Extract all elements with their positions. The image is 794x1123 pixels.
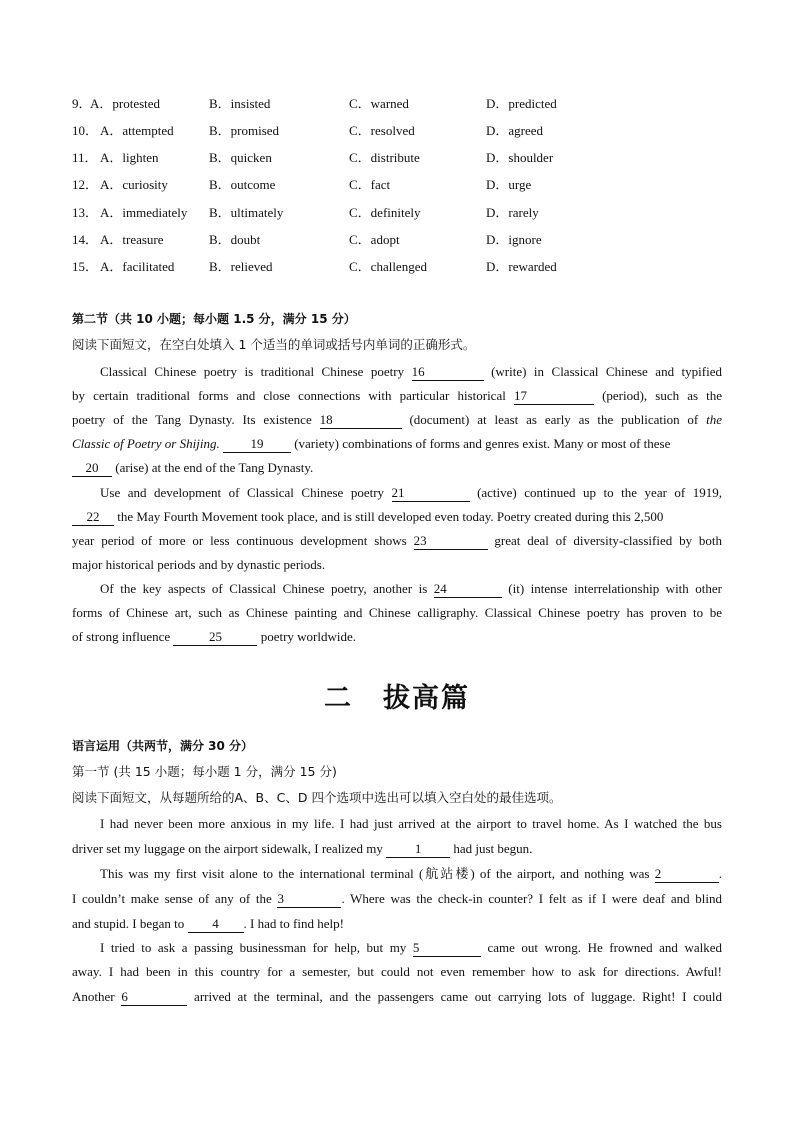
option-b: B．quicken — [209, 150, 272, 165]
text-line: and stupid. I began to 4 . I had to find help! — [72, 916, 344, 931]
option-b: B．insisted — [209, 96, 271, 111]
answer-blank-22[interactable]: 22 — [72, 509, 114, 526]
answer-blank-24[interactable]: 24 — [434, 581, 502, 598]
option-a: A．facilitated — [100, 259, 175, 274]
question-number: 13． — [72, 205, 99, 220]
option-d: D．agreed — [486, 123, 544, 138]
option-a: A．curiosity — [100, 177, 168, 192]
text-line: 22 the May Fourth Movement took place, and is still developed even today. Poetry created during this 2,500 — [72, 507, 722, 527]
part-instruction: 阅读下面短文，从每题所给的A、B、C、D 四个选项中选出可以填入空白处的最佳选项。 — [72, 790, 562, 805]
answer-blank-4[interactable]: 4 — [188, 916, 244, 933]
answer-blank-23[interactable]: 23 — [414, 533, 488, 550]
answer-blank-1[interactable]: 1 — [386, 841, 450, 858]
option-d: D．rewarded — [486, 259, 557, 274]
option-d: D．urge — [486, 177, 532, 192]
text-line: forms of Chinese art, such as Chinese painting and Chinese calligraphy. Classical Chinese poetry has proven to be — [72, 605, 722, 620]
question-number: 9． — [72, 96, 92, 111]
question-number: 14． — [72, 232, 99, 247]
text-line: I couldn’t make sense of any of the 3 . Where was the check-in counter? I felt as if I were deaf and blind — [72, 891, 723, 906]
option-a: A．treasure — [100, 232, 164, 247]
option-row-15 — [72, 257, 732, 277]
option-d: D．rarely — [486, 205, 539, 220]
text-line: 20 (arise) at the end of the Tang Dynasty. — [72, 458, 722, 478]
answer-blank-2[interactable]: 2 — [655, 866, 719, 883]
text-line: Classic of Poetry or Shijing. 19 (variety) combinations of forms and genres exist. Many or most of these — [72, 436, 671, 451]
section-instruction: 阅读下面短文，在空白处填入 1 个适当的单词或括号内单词的正确形式。 — [72, 337, 476, 352]
question-number: 12． — [72, 177, 99, 192]
option-b: B．relieved — [209, 259, 273, 274]
part-heading — [0, 676, 794, 715]
option-row-11 — [72, 148, 732, 168]
option-b: B．doubt — [209, 232, 261, 247]
option-c: C．challenged — [349, 259, 427, 274]
option-c: C．warned — [349, 96, 409, 111]
part-subtitle: 第一节 (共 15 小题；每小题 1 分，满分 15 分) — [72, 764, 337, 779]
text-line: Use and development of Classical Chinese poetry 21 (active) continued up to the year of 1919, — [100, 485, 723, 500]
question-number: 11． — [72, 150, 98, 165]
option-c: C．fact — [349, 177, 391, 192]
text-line: of strong influence 25 poetry worldwide. — [72, 629, 357, 644]
text-line: major historical periods and by dynastic periods. — [72, 557, 326, 572]
text-line: driver set my luggage on the airport sidewalk, I realized my 1 had just begun. — [72, 841, 533, 856]
answer-blank-5[interactable]: 5 — [413, 940, 481, 957]
part-title: 语言运用（共两节，满分 30 分） — [72, 739, 254, 753]
option-b: B．ultimately — [209, 205, 284, 220]
heading-text: 拔高篇 — [383, 683, 470, 714]
answer-blank-16[interactable]: 16 — [412, 364, 484, 381]
option-c: C．distribute — [349, 150, 420, 165]
text-line: year period of more or less continuous development shows 23 great deal of diversity-classified by both — [72, 533, 723, 548]
text-line: poetry of the Tang Dynasty. Its existence 18 (document) at least as early as the publication of the — [72, 412, 723, 427]
option-row-14 — [72, 230, 732, 250]
option-a: A．protested — [90, 96, 161, 111]
answer-blank-3[interactable]: 3 — [277, 891, 341, 908]
text-line: This was my first visit alone to the international terminal (航站楼) of the airport, and nothing was 2 . — [100, 866, 723, 881]
option-b: B．promised — [209, 123, 280, 138]
answer-blank-19[interactable]: 19 — [223, 436, 291, 453]
question-number: 15． — [72, 259, 99, 274]
text-line: by certain traditional forms and close connections with particular historical 17 (period), such as the — [72, 388, 723, 403]
option-a: A．attempted — [100, 123, 174, 138]
option-row-9 — [72, 94, 732, 114]
option-c: C．adopt — [349, 232, 400, 247]
option-row-10 — [72, 121, 732, 141]
option-d: D．shoulder — [486, 150, 554, 165]
heading-number: 二 — [324, 683, 353, 714]
answer-blank-21[interactable]: 21 — [392, 485, 470, 502]
text-line: Another 6 arrived at the terminal, and the passengers came out carrying lots of luggage. Right! I could — [72, 989, 723, 1004]
option-row-12 — [72, 175, 732, 195]
text-line: Of the key aspects of Classical Chinese poetry, another is 24 (it) intense interrelationship with other — [100, 581, 723, 596]
text-line: I tried to ask a passing businessman for help, but my 5 came out wrong. He frowned and walked — [100, 940, 723, 955]
answer-blank-6[interactable]: 6 — [121, 989, 187, 1006]
option-d: D．predicted — [486, 96, 557, 111]
option-c: C．definitely — [349, 205, 421, 220]
text-line: I had never been more anxious in my life. I had just arrived at the airport to travel home. As I watched the bus — [100, 816, 722, 831]
option-a: A．lighten — [100, 150, 159, 165]
option-d: D．ignore — [486, 232, 542, 247]
option-row-13 — [72, 203, 732, 223]
option-c: C．resolved — [349, 123, 415, 138]
text-line: away. I had been in this country for a semester, but could not even remember how to ask for directions. Awful! — [72, 964, 722, 979]
answer-blank-17[interactable]: 17 — [514, 388, 594, 405]
question-number: 10． — [72, 123, 99, 138]
option-a: A．immediately — [100, 205, 188, 220]
section-title: 第二节（共 10 小题；每小题 1.5 分，满分 15 分） — [72, 312, 356, 326]
answer-blank-25[interactable]: 25 — [173, 629, 257, 646]
answer-blank-20[interactable]: 20 — [72, 460, 112, 477]
answer-blank-18[interactable]: 18 — [320, 412, 402, 429]
text-line: Classical Chinese poetry is traditional Chinese poetry 16 (write) in Classical Chinese and typified — [100, 364, 722, 379]
option-b: B．outcome — [209, 177, 276, 192]
